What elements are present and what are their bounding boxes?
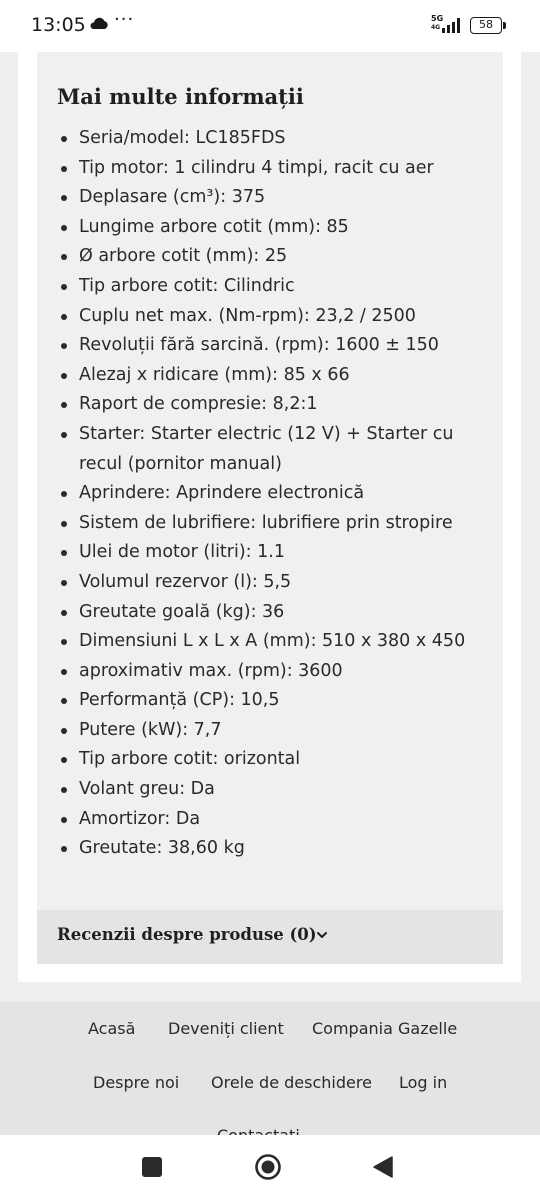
spec-item: Volant greu: Da xyxy=(57,775,497,805)
home-circle-icon[interactable] xyxy=(254,1153,282,1181)
footer-link-company[interactable]: Compania Gazelle xyxy=(312,1019,458,1038)
spec-item: Starter: Starter electric (12 V) + Starter cu recul (pornitor manual) xyxy=(57,420,497,479)
spec-item: Tip arbore cotit: orizontal xyxy=(57,745,497,775)
spec-item: Greutate: 38,60 kg xyxy=(57,834,497,864)
status-time: 13:05 xyxy=(31,14,86,36)
status-bar xyxy=(0,0,540,52)
spec-item: Dimensiuni L x L x A (mm): 510 x 380 x 450 xyxy=(57,627,497,657)
spec-item: Revoluții fără sarcină. (rpm): 1600 ± 150 xyxy=(57,331,497,361)
battery-level: 58 xyxy=(470,17,502,34)
signal-icon xyxy=(440,17,464,33)
cloud-icon xyxy=(88,17,108,30)
battery-tip xyxy=(503,22,506,29)
spec-item: Alezaj x ridicare (mm): 85 x 66 xyxy=(57,361,497,391)
system-nav-bar xyxy=(0,1135,540,1200)
footer-link-login[interactable]: Log in xyxy=(399,1073,448,1092)
spec-item: Performanță (CP): 10,5 xyxy=(57,686,497,716)
recents-square-icon[interactable] xyxy=(142,1157,162,1177)
spec-item: Lungime arbore cotit (mm): 85 xyxy=(57,213,497,243)
spec-item: aproximativ max. (rpm): 3600 xyxy=(57,657,497,687)
spec-item: Volumul rezervor (l): 5,5 xyxy=(57,568,497,598)
footer-link-about[interactable]: Despre noi xyxy=(93,1073,180,1092)
spec-list xyxy=(57,124,497,864)
footer-link-become-client[interactable]: Deveniți client xyxy=(168,1019,284,1038)
reviews-label: Recenzii despre produse (0) xyxy=(57,925,317,944)
section-title: Mai multe informații xyxy=(57,84,304,109)
spec-item: Ø arbore cotit (mm): 25 xyxy=(57,242,497,272)
spec-item: Tip arbore cotit: Cilindric xyxy=(57,272,497,302)
network-4g-label: 4G xyxy=(431,24,441,31)
more-dots: ··· xyxy=(114,9,135,30)
footer-link-home[interactable]: Acasă xyxy=(88,1019,136,1038)
spec-item: Cuplu net max. (Nm-rpm): 23,2 / 2500 xyxy=(57,302,497,332)
spec-item: Aprindere: Aprindere electronică xyxy=(57,479,497,509)
spec-item: Amortizor: Da xyxy=(57,805,497,835)
spec-item: Deplasare (cm³): 375 xyxy=(57,183,497,213)
spec-item: Seria/model: LC185FDS xyxy=(57,124,497,154)
footer-link-opening-hours[interactable]: Orele de deschidere xyxy=(211,1073,372,1092)
spec-item: Raport de compresie: 8,2:1 xyxy=(57,390,497,420)
chevron-down-icon xyxy=(315,928,329,942)
spec-item: Tip motor: 1 cilindru 4 timpi, racit cu aer xyxy=(57,154,497,184)
spec-item: Greutate goală (kg): 36 xyxy=(57,598,497,628)
site-footer xyxy=(0,1002,540,1135)
spec-item: Sistem de lubrifiere: lubrifiere prin stropire xyxy=(57,509,497,539)
spec-item: Ulei de motor (litri): 1.1 xyxy=(57,538,497,568)
reviews-toggle[interactable] xyxy=(37,910,503,964)
network-5g-label: 5G xyxy=(431,14,444,23)
battery-indicator xyxy=(470,17,506,34)
spec-item: Putere (kW): 7,7 xyxy=(57,716,497,746)
back-triangle-icon[interactable] xyxy=(372,1155,394,1179)
